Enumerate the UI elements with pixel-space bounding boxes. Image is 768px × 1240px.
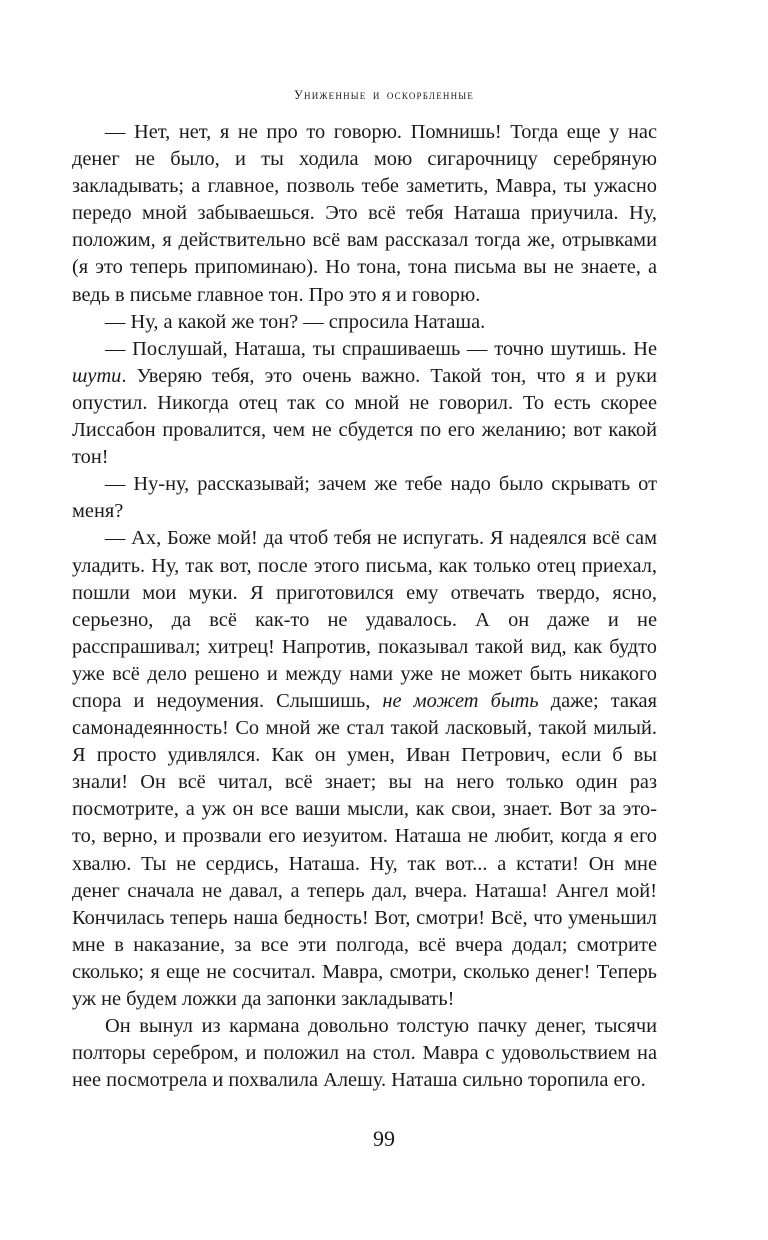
paragraph xyxy=(72,471,657,525)
paragraph-text: . Уверяю тебя, это очень важно. Такой тон, что я и руки опустил. Никогда отец так со мной не говорил. То есть скорее Лиссабон провалится, чем не сбудется по его желанию; вот какой тон! xyxy=(72,364,657,469)
paragraph xyxy=(72,525,657,1013)
body-text xyxy=(72,119,657,1094)
page-number: 99 xyxy=(373,1126,395,1151)
paragraph xyxy=(72,1013,657,1094)
paragraph-text: даже; такая самонадеянность! Со мной же стал такой ласковый, такой милый. Я просто удивлялся. Как он умен, Иван Петрович, если б вы знали! Он всё читал, всё знает; вы на него только один раз посмотрите, а уж он все ваши мысли, как свои, знает. Вот за это-то, верно, и прозвали его иезуитом. Наташа не любит, когда я его хвалю. Ты не сердись, Наташа. Ну, так вот... а кстати! Он мне денег сначала не давал, а теперь дал, вчера. Наташа! Ангел мой! Кончилась теперь наша бедность! Вот, смотри! Всё, что уменьшил мне в наказание, за все эти полгода, всё вчера додал; смотрите сколько; я еще не сосчитал. Мавра, смотри, сколько денег! Теперь уж не будем ложки да запонки закладывать! xyxy=(72,689,657,1010)
paragraph xyxy=(72,309,657,336)
paragraph-text: Он вынул из кармана довольно толстую пачку денег, тысячи полторы серебром, и положил на стол. Мавра с удовольствием на нее посмотрела и похвалила Алешу. Наташа сильно торопила его. xyxy=(72,1015,657,1092)
italic-emphasis: не может быть xyxy=(382,689,539,712)
paragraph-text: — Послушай, Наташа, ты спрашиваешь — точно шутишь. Не xyxy=(105,337,657,360)
paragraph-text: — Нет, нет, я не про то говорю. Помнишь! Тогда еще у нас денег не было, и ты ходила мою сигарочницу серебряную закладывать; а главное, позволь тебе заметить, Мавра, ты ужасно передо мной забываешься. Это всё тебя Наташа приучила. Ну, положим, я действительно всё вам рассказал тогда же, отрывками (я это теперь припоминаю). Но тона, тона письма вы не знаете, а ведь в письме главное тон. Про это я и говорю. xyxy=(72,121,657,306)
paragraph-text: — Ну-ну, рассказывай; зачем же тебе надо было скрывать от меня? xyxy=(72,473,657,523)
paragraph xyxy=(72,119,657,309)
paragraph-text: — Ах, Боже мой! да чтоб тебя не испугать. Я надеялся всё сам уладить. Ну, так вот, после этого письма, как только отец приехал, пошли мои муки. Я приготовился ему отвечать твердо, ясно, серьезно, да всё как-то не удавалось. А он даже и не расспрашивал; хитрец! Напротив, показывал такой вид, как будто уже всё дело решено и между нами уже не может быть никакого спора и недоумения. Слышишь, xyxy=(72,527,657,712)
running-head: Униженные и оскорбленные xyxy=(293,88,475,102)
italic-emphasis: шути xyxy=(72,364,122,387)
paragraph-text: — Ну, а какой же тон? — спросила Наташа. xyxy=(105,310,486,333)
paragraph xyxy=(72,336,657,471)
